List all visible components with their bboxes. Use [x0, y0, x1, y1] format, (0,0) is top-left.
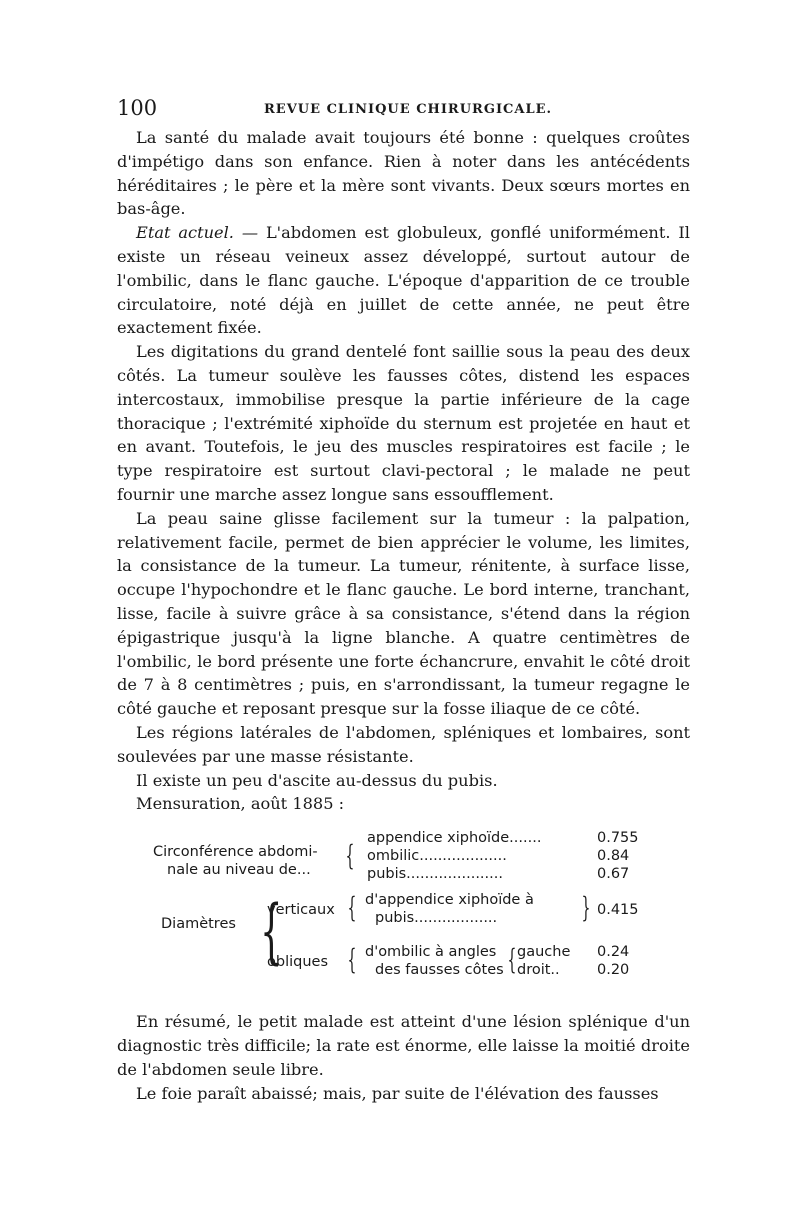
- document-page: [117, 96, 690, 1105]
- obl-value-2: 0.20: [597, 962, 630, 979]
- body-text: [117, 126, 690, 816]
- obl-side-1: gauche: [517, 944, 571, 961]
- obl-value-1: 0.24: [597, 944, 630, 961]
- paragraph-palpation: La peau saine glisse facilement sur la tumeur : la palpation, relativement facile, permet de bien apprécier le volume, les limites, la consistance de la tumeur. La tumeur, rénitente, à surface lisse, occupe l'hypochondre et le flanc gauche. Le bord interne, tranchant, lisse, facile à suivre grâce à sa consistance, s'étend dans la région épigastrique jusqu'à la ligne blanche. A quatre centimètres de l'ombilic, le bord présente une forte échancrure, envahit le côté droit de 7 à 8 centimètres ; puis, en s'arrondissant, la tumeur regagne le côté gauche et reposant presque sur la fosse iliaque de ce côté.: [117, 508, 690, 719]
- circ-label-2: nale au niveau de...: [167, 862, 311, 879]
- circ-row-value: 0.755: [597, 830, 639, 847]
- paragraph-foie: Le foie paraît abaissé; mais, par suite de l'élévation des fausses: [136, 1083, 659, 1103]
- vert-brace-right: }: [581, 891, 591, 925]
- paragraph-digitations: Les digitations du grand dentelé font saillie sous la peau des deux côtés. La tumeur soulève les fausses côtes, distend les espaces intercostaux, immobilise presque la partie inférieure de la cage thoracique ; l'extrémité xiphoïde du sternum est projetée en haut et en avant. Toutefois, le jeu des muscles respiratoires est facile ; le type respiratoire est surtout clavi-pectoral ; le malade ne peut fournir une marche assez longue sans essoufflement.: [117, 342, 690, 504]
- obl-line-2: des fausses côtes: [375, 962, 504, 979]
- etat-actuel-text: L'abdomen est globuleux, gonflé uniformément. Il existe un réseau veineux assez développé, surtout autour de l'ombilic, dans le flanc gauche. L'époque d'apparition de ce trouble circulatoire, noté déjà en juillet de cette année, ne peut être exactement fixée.: [117, 223, 690, 338]
- obliques-label: obliques: [267, 954, 329, 971]
- etat-actuel-label: Etat actuel. —: [136, 223, 259, 243]
- circ-row-label: ombilic...................: [367, 848, 507, 865]
- diam-outer-brace: {: [260, 890, 283, 973]
- vert-line-1: d'appendice xiphoïde à: [365, 892, 534, 909]
- circ-brace: {: [345, 839, 355, 873]
- paragraph-resume: En résumé, le petit malade est atteint d'une lésion splénique d'un diagnostic très difficile; la rate est énorme, elle laisse la moitié droite de l'abdomen seule libre.: [117, 1012, 690, 1079]
- obl-side-2: droit..: [517, 962, 560, 979]
- vert-brace: {: [347, 891, 357, 925]
- circ-row-value: 0.67: [597, 866, 630, 883]
- verticaux-label: verticaux: [267, 902, 335, 919]
- circ-row-value: 0.84: [597, 848, 630, 865]
- circ-label-1: Circonférence abdomi-: [153, 844, 318, 861]
- closing-text: [117, 1010, 690, 1105]
- vert-value: 0.415: [597, 902, 639, 919]
- running-title: REVUE CLINIQUE CHIRURGICALE.: [264, 102, 553, 117]
- measurement-table: [117, 824, 690, 1004]
- vert-line-2: pubis..................: [375, 910, 498, 927]
- paragraph-regions: Les régions latérales de l'abdomen, spléniques et lombaires, sont soulevées par une masse résistante.: [117, 722, 690, 766]
- page-number: 100: [117, 96, 158, 120]
- obl-brace-right: {: [507, 943, 517, 977]
- obl-line-1: d'ombilic à angles: [365, 944, 497, 961]
- paragraph-health: La santé du malade avait toujours été bonne : quelques croûtes d'impétigo dans son enfance. Rien à noter dans les antécédents héréditaires ; le père et la mère sont vivants. Deux sœurs mortes en bas-âge.: [117, 128, 690, 219]
- paragraph-mensuration: Mensuration, août 1885 :: [136, 794, 345, 814]
- paragraph-ascite: Il existe un peu d'ascite au-dessus du pubis.: [136, 770, 498, 790]
- circ-row-label: appendice xiphoïde.......: [367, 830, 542, 847]
- obl-brace: {: [347, 943, 357, 977]
- paragraph-etat-actuel: [117, 221, 690, 340]
- diam-label: Diamètres: [161, 916, 236, 933]
- page-header: [117, 96, 690, 122]
- circ-row-label: pubis.....................: [367, 866, 503, 883]
